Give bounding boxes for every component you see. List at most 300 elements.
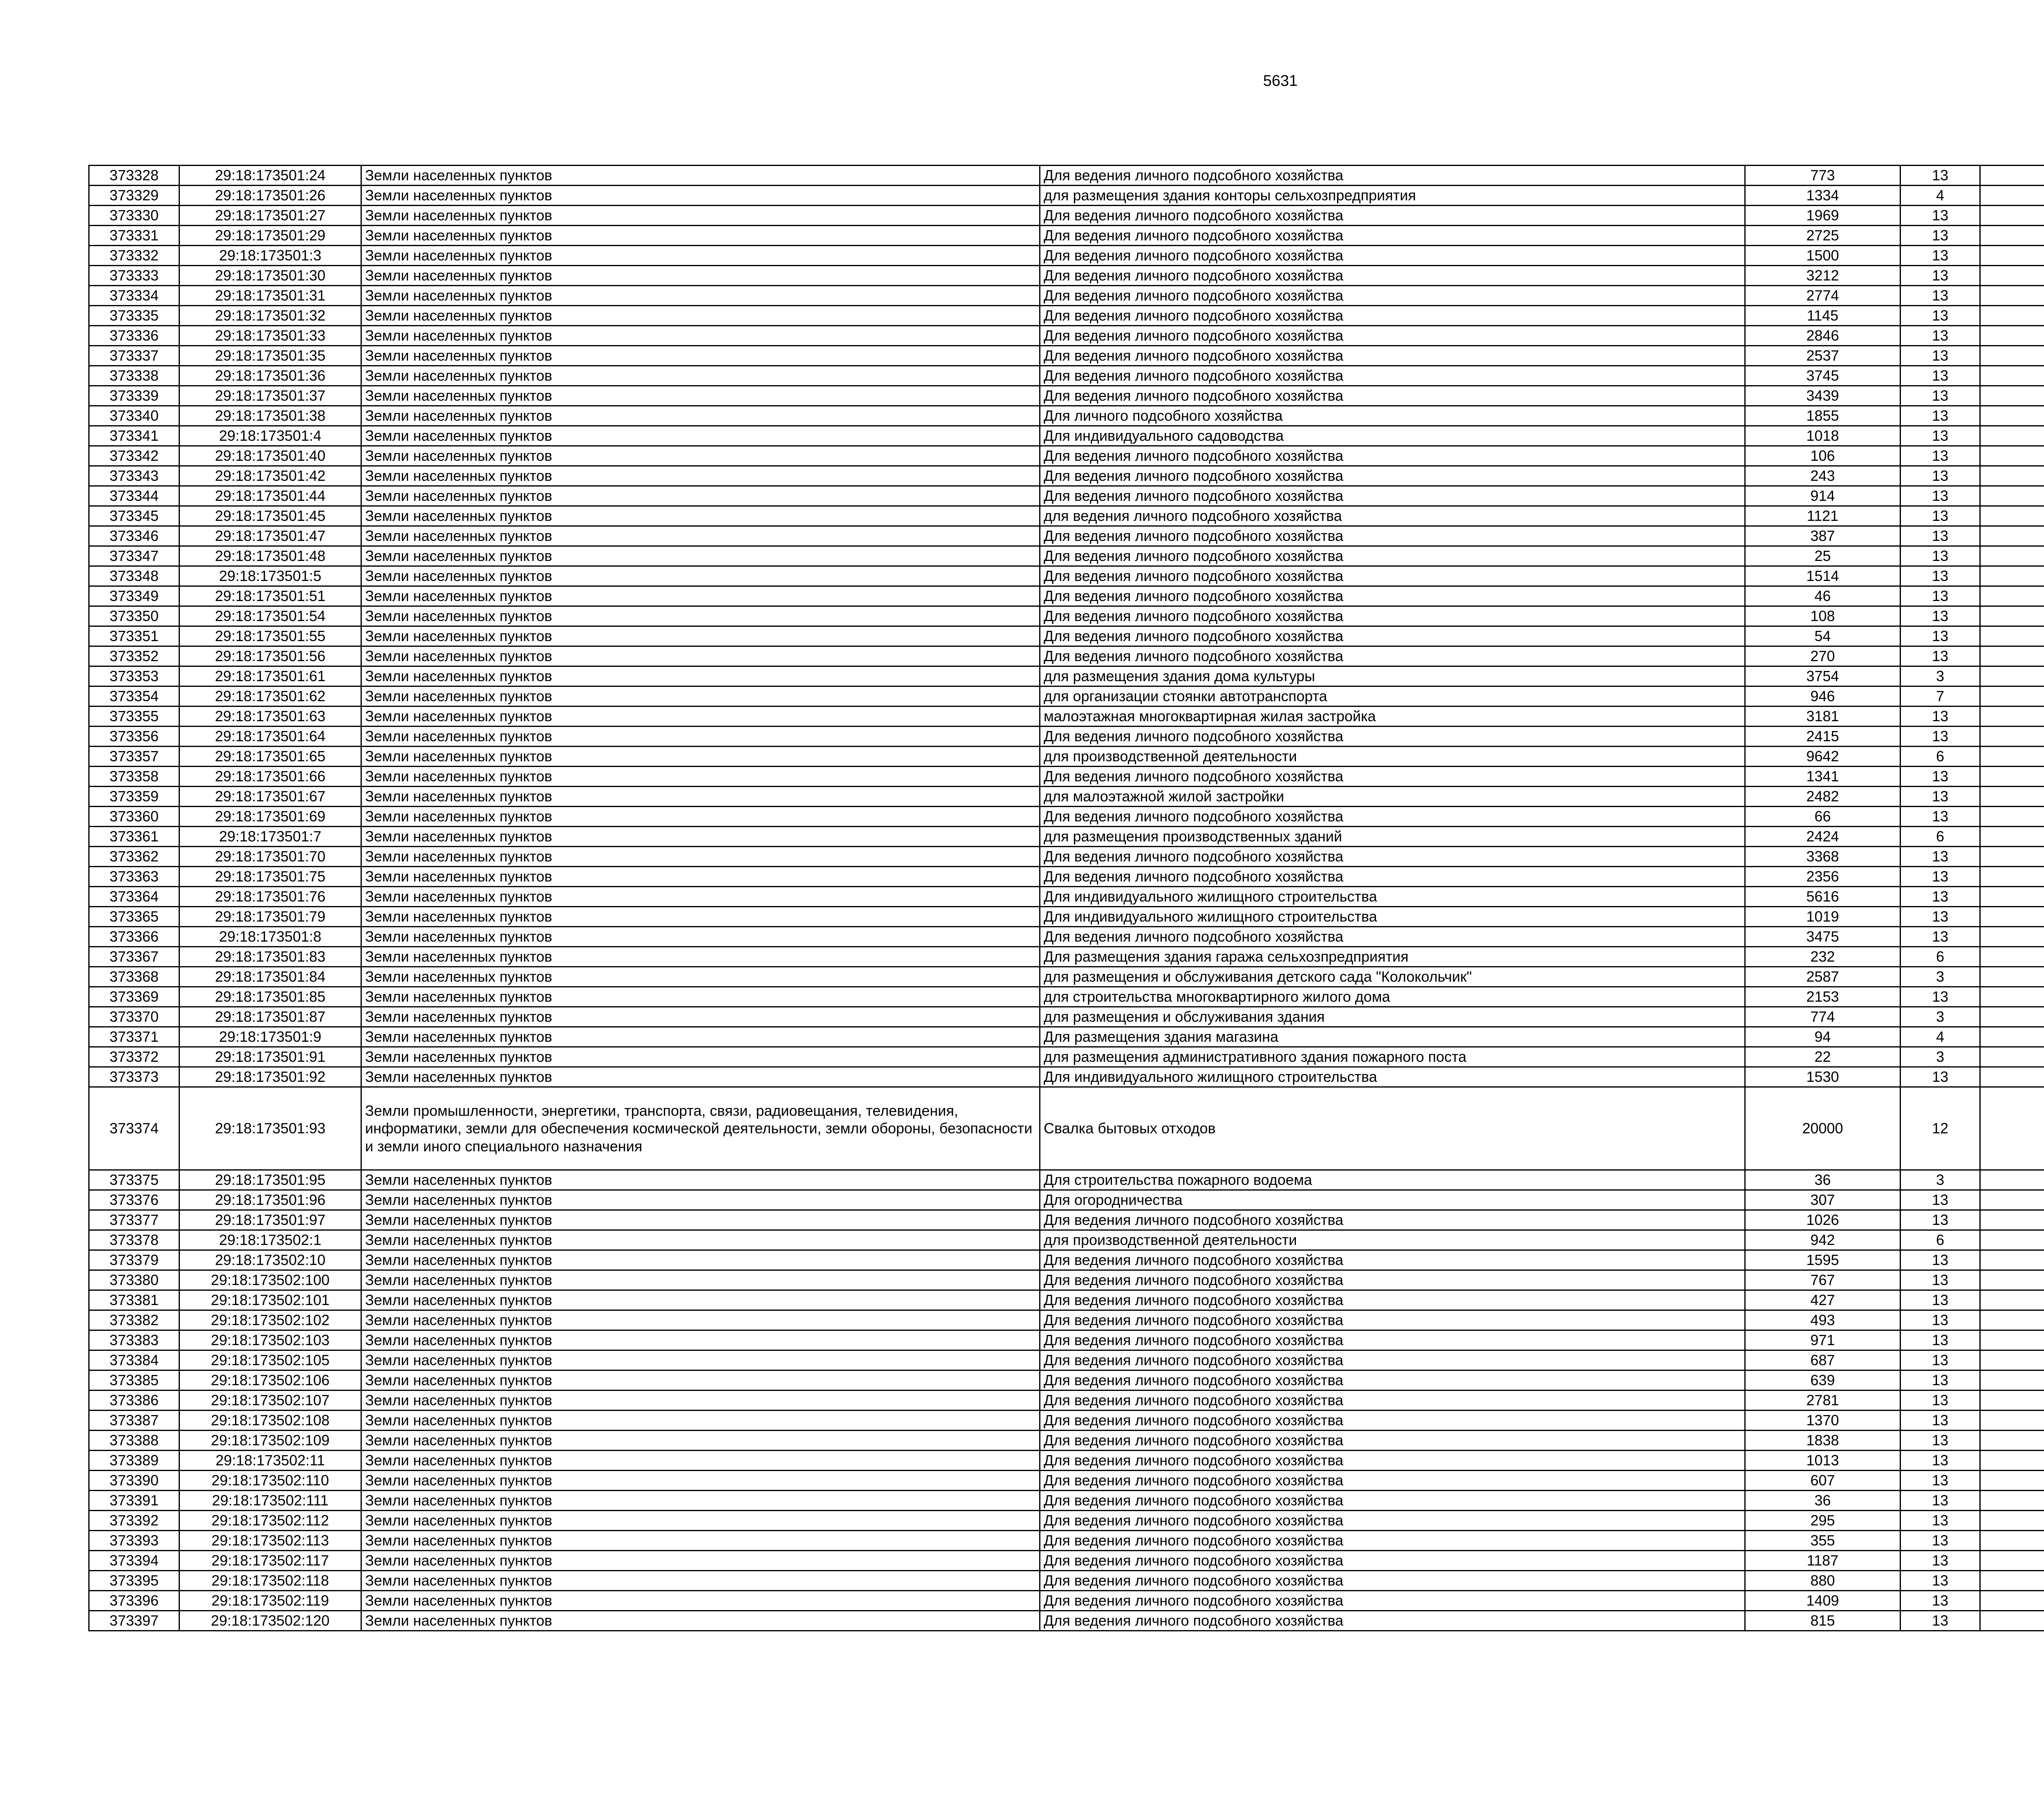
code-cell xyxy=(1980,586,2044,606)
table-row xyxy=(89,1330,2044,1350)
land-category-cell: Земли населенных пунктов xyxy=(361,827,1040,847)
code-cell xyxy=(1980,346,2044,366)
permitted-use-cell: Для ведения личного подсобного хозяйства xyxy=(1040,727,1745,747)
group-cell: 13 xyxy=(1901,1370,1980,1391)
area-cell: 25 xyxy=(1745,546,1901,566)
land-category-cell: Земли промышленности, энергетики, транспорта, связи, радиовещания, телевидения, информатики, земли для обеспечения космической деятельности, земли обороны, безопасности и земли иного специального назначения xyxy=(361,1087,1040,1170)
group-cell: 13 xyxy=(1901,566,1980,586)
cadastral-number-cell: 29:18:173501:38 xyxy=(179,406,361,426)
area-cell: 1409 xyxy=(1745,1591,1901,1611)
cadastral-number-cell: 29:18:173502:1 xyxy=(179,1230,361,1250)
area-cell: 1855 xyxy=(1745,406,1901,426)
area-cell: 3754 xyxy=(1745,666,1901,686)
area-cell: 2356 xyxy=(1745,867,1901,887)
permitted-use-cell: Для ведения личного подсобного хозяйства xyxy=(1040,1330,1745,1350)
row-number-cell: 373336 xyxy=(89,326,179,346)
area-cell: 387 xyxy=(1745,526,1901,546)
cadastral-number-cell: 29:18:173501:66 xyxy=(179,767,361,787)
group-cell: 13 xyxy=(1901,506,1980,526)
permitted-use-cell: Для ведения личного подсобного хозяйства xyxy=(1040,807,1745,827)
code-cell xyxy=(1980,206,2044,226)
code-cell xyxy=(1980,1511,2044,1531)
land-category-cell: Земли населенных пунктов xyxy=(361,1230,1040,1250)
area-cell: 2537 xyxy=(1745,346,1901,366)
group-cell: 13 xyxy=(1901,1431,1980,1451)
cadastral-number-cell: 29:18:173501:29 xyxy=(179,226,361,246)
area-cell: 22 xyxy=(1745,1047,1901,1067)
area-cell: 1838 xyxy=(1745,1431,1901,1451)
group-cell: 13 xyxy=(1901,787,1980,807)
permitted-use-cell: Для ведения личного подсобного хозяйства xyxy=(1040,386,1745,406)
group-cell: 13 xyxy=(1901,386,1980,406)
code-cell xyxy=(1980,506,2044,526)
permitted-use-cell: Для ведения личного подсобного хозяйства xyxy=(1040,266,1745,286)
permitted-use-cell: Для ведения личного подсобного хозяйства xyxy=(1040,1270,1745,1290)
area-cell: 1595 xyxy=(1745,1250,1901,1270)
cadastral-number-cell: 29:18:173502:11 xyxy=(179,1451,361,1471)
table-row xyxy=(89,767,2044,787)
area-cell: 971 xyxy=(1745,1330,1901,1350)
permitted-use-cell: для производственной деятельности xyxy=(1040,747,1745,767)
group-cell: 13 xyxy=(1901,326,1980,346)
group-cell: 13 xyxy=(1901,446,1980,466)
cadastral-number-cell: 29:18:173501:7 xyxy=(179,827,361,847)
table-row xyxy=(89,366,2044,386)
row-number-cell: 373366 xyxy=(89,927,179,947)
row-number-cell: 373388 xyxy=(89,1431,179,1451)
cadastral-number-cell: 29:18:173501:27 xyxy=(179,206,361,226)
group-cell: 4 xyxy=(1901,1027,1980,1047)
group-cell: 3 xyxy=(1901,1047,1980,1067)
code-cell xyxy=(1980,707,2044,727)
group-cell: 3 xyxy=(1901,1170,1980,1190)
area-cell: 1530 xyxy=(1745,1067,1901,1087)
row-number-cell: 373379 xyxy=(89,1250,179,1270)
cadastral-number-cell: 29:18:173502:119 xyxy=(179,1591,361,1611)
table-row xyxy=(89,686,2044,707)
row-number-cell: 373331 xyxy=(89,226,179,246)
cadastral-number-cell: 29:18:173501:44 xyxy=(179,486,361,506)
row-number-cell: 373377 xyxy=(89,1210,179,1230)
row-number-cell: 373338 xyxy=(89,366,179,386)
permitted-use-cell: Для ведения личного подсобного хозяйства xyxy=(1040,1210,1745,1230)
cadastral-number-cell: 29:18:173501:37 xyxy=(179,386,361,406)
row-number-cell: 373353 xyxy=(89,666,179,686)
area-cell: 1121 xyxy=(1745,506,1901,526)
land-category-cell: Земли населенных пунктов xyxy=(361,1571,1040,1591)
code-cell xyxy=(1980,1027,2044,1047)
row-number-cell: 373359 xyxy=(89,787,179,807)
area-cell: 1341 xyxy=(1745,767,1901,787)
permitted-use-cell: Для ведения личного подсобного хозяйства xyxy=(1040,626,1745,646)
table-row xyxy=(89,1210,2044,1230)
row-number-cell: 373395 xyxy=(89,1571,179,1591)
code-cell xyxy=(1980,266,2044,286)
code-cell xyxy=(1980,1591,2044,1611)
permitted-use-cell: Для личного подсобного хозяйства xyxy=(1040,406,1745,426)
cadastral-number-cell: 29:18:173501:9 xyxy=(179,1027,361,1047)
group-cell: 13 xyxy=(1901,1411,1980,1431)
row-number-cell: 373375 xyxy=(89,1170,179,1190)
permitted-use-cell: Для ведения личного подсобного хозяйства xyxy=(1040,466,1745,486)
code-cell xyxy=(1980,366,2044,386)
table-row xyxy=(89,987,2044,1007)
land-category-cell: Земли населенных пунктов xyxy=(361,1551,1040,1571)
land-category-cell: Земли населенных пунктов xyxy=(361,466,1040,486)
land-category-cell: Земли населенных пунктов xyxy=(361,807,1040,827)
row-number-cell: 373386 xyxy=(89,1391,179,1411)
code-cell xyxy=(1980,1190,2044,1210)
code-cell xyxy=(1980,1210,2044,1230)
permitted-use-cell: для размещения производственных зданий xyxy=(1040,827,1745,847)
land-category-cell: Земли населенных пунктов xyxy=(361,1451,1040,1471)
table-row xyxy=(89,1571,2044,1591)
permitted-use-cell: Для ведения личного подсобного хозяйства xyxy=(1040,526,1745,546)
area-cell: 1145 xyxy=(1745,306,1901,326)
group-cell: 13 xyxy=(1901,1210,1980,1230)
code-cell xyxy=(1980,666,2044,686)
row-number-cell: 373380 xyxy=(89,1270,179,1290)
cadastral-number-cell: 29:18:173501:31 xyxy=(179,286,361,306)
area-cell: 1370 xyxy=(1745,1411,1901,1431)
land-category-cell: Земли населенных пунктов xyxy=(361,306,1040,326)
table-row xyxy=(89,1027,2044,1047)
area-cell: 427 xyxy=(1745,1290,1901,1310)
cadastral-number-cell: 29:18:173501:3 xyxy=(179,246,361,266)
area-cell: 270 xyxy=(1745,646,1901,666)
permitted-use-cell: Для ведения личного подсобного хозяйства xyxy=(1040,1310,1745,1330)
permitted-use-cell: Для ведения личного подсобного хозяйства xyxy=(1040,346,1745,366)
land-category-cell: Земли населенных пунктов xyxy=(361,366,1040,386)
area-cell: 493 xyxy=(1745,1310,1901,1330)
cadastral-number-cell: 29:18:173501:42 xyxy=(179,466,361,486)
table-row xyxy=(89,1350,2044,1370)
row-number-cell: 373360 xyxy=(89,807,179,827)
cadastral-number-cell: 29:18:173501:40 xyxy=(179,446,361,466)
group-cell: 13 xyxy=(1901,166,1980,186)
code-cell xyxy=(1980,646,2044,666)
row-number-cell: 373346 xyxy=(89,526,179,546)
land-category-cell: Земли населенных пунктов xyxy=(361,566,1040,586)
area-cell: 1187 xyxy=(1745,1551,1901,1571)
permitted-use-cell: Для ведения личного подсобного хозяйства xyxy=(1040,1551,1745,1571)
group-cell: 13 xyxy=(1901,366,1980,386)
permitted-use-cell: Для ведения личного подсобного хозяйства xyxy=(1040,586,1745,606)
land-category-cell: Земли населенных пунктов xyxy=(361,1611,1040,1631)
area-cell: 3475 xyxy=(1745,927,1901,947)
code-cell xyxy=(1980,686,2044,707)
group-cell: 3 xyxy=(1901,967,1980,987)
group-cell: 13 xyxy=(1901,1551,1980,1571)
permitted-use-cell: Для ведения личного подсобного хозяйства xyxy=(1040,486,1745,506)
permitted-use-cell: Для ведения личного подсобного хозяйства xyxy=(1040,606,1745,626)
row-number-cell: 373392 xyxy=(89,1511,179,1531)
row-number-cell: 373369 xyxy=(89,987,179,1007)
land-category-cell: Земли населенных пунктов xyxy=(361,707,1040,727)
code-cell xyxy=(1980,927,2044,947)
table-row xyxy=(89,1411,2044,1431)
permitted-use-cell: Для ведения личного подсобного хозяйства xyxy=(1040,767,1745,787)
group-cell: 13 xyxy=(1901,707,1980,727)
code-cell xyxy=(1980,186,2044,206)
land-category-cell: Земли населенных пунктов xyxy=(361,1310,1040,1330)
permitted-use-cell: для строительства многоквартирного жилого дома xyxy=(1040,987,1745,1007)
land-category-cell: Земли населенных пунктов xyxy=(361,1531,1040,1551)
land-category-cell: Земли населенных пунктов xyxy=(361,666,1040,686)
row-number-cell: 373363 xyxy=(89,867,179,887)
row-number-cell: 373355 xyxy=(89,707,179,727)
land-category-cell: Земли населенных пунктов xyxy=(361,1370,1040,1391)
code-cell xyxy=(1980,767,2044,787)
code-cell xyxy=(1980,1230,2044,1250)
row-number-cell: 373382 xyxy=(89,1310,179,1330)
code-cell xyxy=(1980,466,2044,486)
code-cell xyxy=(1980,526,2044,546)
group-cell: 13 xyxy=(1901,606,1980,626)
row-number-cell: 373356 xyxy=(89,727,179,747)
code-cell xyxy=(1980,1290,2044,1310)
table-row xyxy=(89,807,2044,827)
code-cell xyxy=(1980,166,2044,186)
table-row xyxy=(89,1491,2044,1511)
area-cell: 914 xyxy=(1745,486,1901,506)
row-number-cell: 373341 xyxy=(89,426,179,446)
row-number-cell: 373349 xyxy=(89,586,179,606)
table-row xyxy=(89,927,2044,947)
table-row xyxy=(89,1471,2044,1491)
permitted-use-cell: Для ведения личного подсобного хозяйства xyxy=(1040,1411,1745,1431)
table-row xyxy=(89,406,2044,426)
area-cell: 2153 xyxy=(1745,987,1901,1007)
group-cell: 13 xyxy=(1901,1067,1980,1087)
group-cell: 13 xyxy=(1901,1350,1980,1370)
land-category-cell: Земли населенных пунктов xyxy=(361,987,1040,1007)
row-number-cell: 373372 xyxy=(89,1047,179,1067)
permitted-use-cell: Для индивидуального жилищного строительства xyxy=(1040,1067,1745,1087)
permitted-use-cell: Для ведения личного подсобного хозяйства xyxy=(1040,246,1745,266)
cadastral-number-cell: 29:18:173502:117 xyxy=(179,1551,361,1571)
area-cell: 2774 xyxy=(1745,286,1901,306)
code-cell xyxy=(1980,1551,2044,1571)
table-row xyxy=(89,386,2044,406)
code-cell xyxy=(1980,1067,2044,1087)
area-cell: 1500 xyxy=(1745,246,1901,266)
row-number-cell: 373361 xyxy=(89,827,179,847)
table-row xyxy=(89,426,2044,446)
cadastral-number-cell: 29:18:173501:55 xyxy=(179,626,361,646)
code-cell xyxy=(1980,566,2044,586)
permitted-use-cell: Для размещения здания гаража сельхозпредприятия xyxy=(1040,947,1745,967)
cadastral-number-cell: 29:18:173502:103 xyxy=(179,1330,361,1350)
area-cell: 20000 xyxy=(1745,1087,1901,1170)
cadastral-number-cell: 29:18:173502:112 xyxy=(179,1511,361,1531)
area-cell: 607 xyxy=(1745,1471,1901,1491)
permitted-use-cell: Для ведения личного подсобного хозяйства xyxy=(1040,1391,1745,1411)
group-cell: 13 xyxy=(1901,1310,1980,1330)
group-cell: 13 xyxy=(1901,847,1980,867)
group-cell: 13 xyxy=(1901,546,1980,566)
permitted-use-cell: Для ведения личного подсобного хозяйства xyxy=(1040,927,1745,947)
table-row xyxy=(89,707,2044,727)
row-number-cell: 373340 xyxy=(89,406,179,426)
table-row xyxy=(89,646,2044,666)
group-cell: 13 xyxy=(1901,486,1980,506)
code-cell xyxy=(1980,286,2044,306)
land-category-cell: Земли населенных пунктов xyxy=(361,947,1040,967)
table-row xyxy=(89,1551,2044,1571)
group-cell: 13 xyxy=(1901,406,1980,426)
permitted-use-cell: для размещения здания конторы сельхозпредприятия xyxy=(1040,186,1745,206)
cadastral-number-cell: 29:18:173501:92 xyxy=(179,1067,361,1087)
area-cell: 5616 xyxy=(1745,887,1901,907)
code-cell xyxy=(1980,907,2044,927)
cadastral-number-cell: 29:18:173501:56 xyxy=(179,646,361,666)
code-cell xyxy=(1980,1170,2044,1190)
cadastral-number-cell: 29:18:173502:106 xyxy=(179,1370,361,1391)
group-cell: 13 xyxy=(1901,1531,1980,1551)
land-category-cell: Земли населенных пунктов xyxy=(361,1511,1040,1531)
table-row xyxy=(89,1170,2044,1190)
land-category-cell: Земли населенных пунктов xyxy=(361,606,1040,626)
table-body xyxy=(89,166,2044,1631)
land-category-cell: Земли населенных пунктов xyxy=(361,1007,1040,1027)
cadastral-number-cell: 29:18:173501:32 xyxy=(179,306,361,326)
cadastral-number-cell: 29:18:173502:101 xyxy=(179,1290,361,1310)
area-cell: 1018 xyxy=(1745,426,1901,446)
group-cell: 13 xyxy=(1901,887,1980,907)
row-number-cell: 373358 xyxy=(89,767,179,787)
row-number-cell: 373345 xyxy=(89,506,179,526)
cadastral-number-cell: 29:18:173502:113 xyxy=(179,1531,361,1551)
land-category-cell: Земли населенных пунктов xyxy=(361,1027,1040,1047)
land-registry-table xyxy=(88,165,2044,1631)
table-row xyxy=(89,486,2044,506)
group-cell: 13 xyxy=(1901,1511,1980,1531)
land-category-cell: Земли населенных пунктов xyxy=(361,767,1040,787)
group-cell: 13 xyxy=(1901,987,1980,1007)
table-row xyxy=(89,206,2044,226)
land-category-cell: Земли населенных пунктов xyxy=(361,1290,1040,1310)
code-cell xyxy=(1980,747,2044,767)
code-cell xyxy=(1980,246,2044,266)
row-number-cell: 373342 xyxy=(89,446,179,466)
permitted-use-cell: Для ведения личного подсобного хозяйства xyxy=(1040,1571,1745,1591)
code-cell xyxy=(1980,1531,2044,1551)
cadastral-number-cell: 29:18:173501:33 xyxy=(179,326,361,346)
permitted-use-cell: Для ведения личного подсобного хозяйства xyxy=(1040,1531,1745,1551)
row-number-cell: 373368 xyxy=(89,967,179,987)
table-row xyxy=(89,186,2044,206)
cadastral-number-cell: 29:18:173502:118 xyxy=(179,1571,361,1591)
table-row xyxy=(89,246,2044,266)
group-cell: 13 xyxy=(1901,1571,1980,1591)
land-category-cell: Земли населенных пунктов xyxy=(361,1190,1040,1210)
land-category-cell: Земли населенных пунктов xyxy=(361,246,1040,266)
permitted-use-cell: для размещения административного здания пожарного поста xyxy=(1040,1047,1745,1067)
row-number-cell: 373378 xyxy=(89,1230,179,1250)
row-number-cell: 373362 xyxy=(89,847,179,867)
cadastral-number-cell: 29:18:173501:48 xyxy=(179,546,361,566)
area-cell: 46 xyxy=(1745,586,1901,606)
cadastral-number-cell: 29:18:173501:79 xyxy=(179,907,361,927)
row-number-cell: 373328 xyxy=(89,166,179,186)
table-row xyxy=(89,847,2044,867)
permitted-use-cell: Для ведения личного подсобного хозяйства xyxy=(1040,1591,1745,1611)
cadastral-number-cell: 29:18:173501:51 xyxy=(179,586,361,606)
land-category-cell: Земли населенных пунктов xyxy=(361,526,1040,546)
area-cell: 815 xyxy=(1745,1611,1901,1631)
code-cell xyxy=(1980,606,2044,626)
land-category-cell: Земли населенных пунктов xyxy=(361,386,1040,406)
table-row xyxy=(89,967,2044,987)
cadastral-number-cell: 29:18:173501:85 xyxy=(179,987,361,1007)
area-cell: 2415 xyxy=(1745,727,1901,747)
land-category-cell: Земли населенных пунктов xyxy=(361,1330,1040,1350)
permitted-use-cell: Для ведения личного подсобного хозяйства xyxy=(1040,867,1745,887)
table-row xyxy=(89,1290,2044,1310)
permitted-use-cell: для ведения личного подсобного хозяйства xyxy=(1040,506,1745,526)
land-category-cell: Земли населенных пунктов xyxy=(361,446,1040,466)
permitted-use-cell: Для ведения личного подсобного хозяйства xyxy=(1040,1511,1745,1531)
code-cell xyxy=(1980,1047,2044,1067)
land-category-cell: Земли населенных пунктов xyxy=(361,1067,1040,1087)
code-cell xyxy=(1980,1270,2044,1290)
code-cell xyxy=(1980,787,2044,807)
area-cell: 2482 xyxy=(1745,787,1901,807)
row-number-cell: 373348 xyxy=(89,566,179,586)
row-number-cell: 373333 xyxy=(89,266,179,286)
permitted-use-cell: Для ведения личного подсобного хозяйства xyxy=(1040,546,1745,566)
table-row xyxy=(89,166,2044,186)
land-category-cell: Земли населенных пунктов xyxy=(361,166,1040,186)
land-category-cell: Земли населенных пунктов xyxy=(361,887,1040,907)
group-cell: 13 xyxy=(1901,927,1980,947)
permitted-use-cell: Для ведения личного подсобного хозяйства xyxy=(1040,566,1745,586)
code-cell xyxy=(1980,1411,2044,1431)
table-row xyxy=(89,947,2044,967)
table-row xyxy=(89,827,2044,847)
land-category-cell: Земли населенных пунктов xyxy=(361,1471,1040,1491)
area-cell: 307 xyxy=(1745,1190,1901,1210)
cadastral-number-cell: 29:18:173501:91 xyxy=(179,1047,361,1067)
area-cell: 639 xyxy=(1745,1370,1901,1391)
code-cell xyxy=(1980,1350,2044,1370)
code-cell xyxy=(1980,1571,2044,1591)
land-category-cell: Земли населенных пунктов xyxy=(361,867,1040,887)
area-cell: 54 xyxy=(1745,626,1901,646)
group-cell: 13 xyxy=(1901,1250,1980,1270)
land-category-cell: Земли населенных пунктов xyxy=(361,326,1040,346)
table-row xyxy=(89,566,2044,586)
cadastral-number-cell: 29:18:173501:61 xyxy=(179,666,361,686)
permitted-use-cell: Для индивидуального жилищного строительства xyxy=(1040,907,1745,927)
cadastral-number-cell: 29:18:173501:45 xyxy=(179,506,361,526)
table-row xyxy=(89,1531,2044,1551)
land-category-cell: Земли населенных пунктов xyxy=(361,646,1040,666)
code-cell xyxy=(1980,486,2044,506)
group-cell: 13 xyxy=(1901,807,1980,827)
code-cell xyxy=(1980,887,2044,907)
table-row xyxy=(89,727,2044,747)
code-cell xyxy=(1980,626,2044,646)
area-cell: 942 xyxy=(1745,1230,1901,1250)
area-cell: 3368 xyxy=(1745,847,1901,867)
area-cell: 295 xyxy=(1745,1511,1901,1531)
land-category-cell: Земли населенных пунктов xyxy=(361,727,1040,747)
code-cell xyxy=(1980,546,2044,566)
permitted-use-cell: Для ведения личного подсобного хозяйства xyxy=(1040,1471,1745,1491)
cadastral-number-cell: 29:18:173501:83 xyxy=(179,947,361,967)
